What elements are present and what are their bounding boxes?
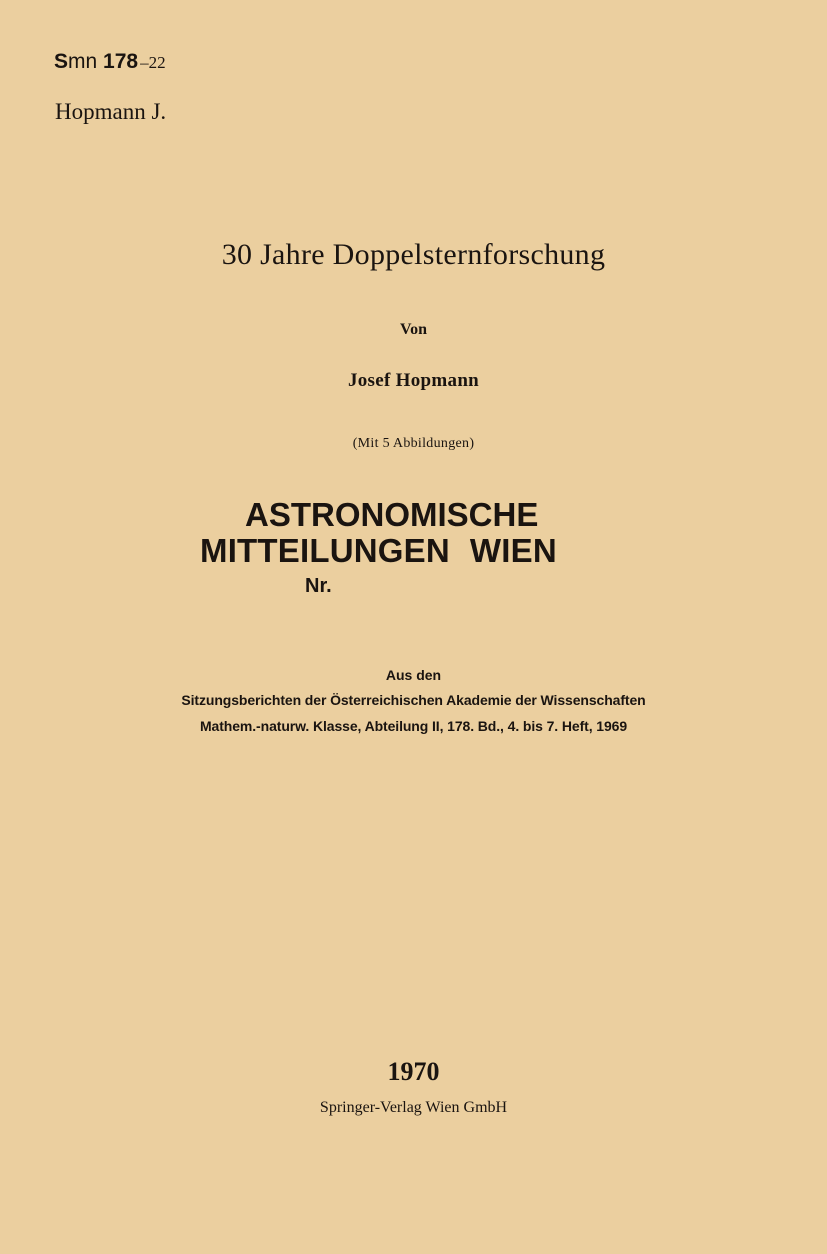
series-line-1: ASTRONOMISCHE: [245, 496, 539, 533]
call-number-suffix: –22: [140, 53, 166, 72]
call-number-prefix-rest: mn: [68, 50, 98, 73]
call-number: [54, 50, 166, 74]
call-number-number: 178: [103, 50, 139, 73]
source-line-1: Aus den: [385, 667, 442, 683]
source-line-2: Sitzungsberichten der Österreichischen Akademie der Wissenschaften: [181, 692, 646, 708]
publication-year: 1970: [387, 1057, 440, 1086]
series-line-2: [200, 533, 557, 569]
source-line-3: Mathem.-naturw. Klasse, Abteilung II, 178. Bd., 4. bis 7. Heft, 1969: [199, 718, 628, 734]
author-name: Josef Hopmann: [347, 370, 480, 391]
series-number-label: Nr.: [305, 575, 332, 597]
series-line-2-a: MITTEILUNGEN: [200, 532, 450, 569]
series-line-2-b: WIEN: [469, 532, 557, 569]
publisher: Springer-Verlag Wien GmbH: [319, 1099, 508, 1116]
figures-note: (Mit 5 Abbildungen): [352, 436, 475, 451]
page-title: 30 Jahre Doppelsternforschung: [221, 238, 606, 271]
series-title: [200, 497, 557, 603]
byline-label: Von: [400, 321, 427, 338]
author-tag: Hopmann J.: [55, 99, 167, 124]
call-number-prefix-initial: S: [54, 50, 69, 73]
